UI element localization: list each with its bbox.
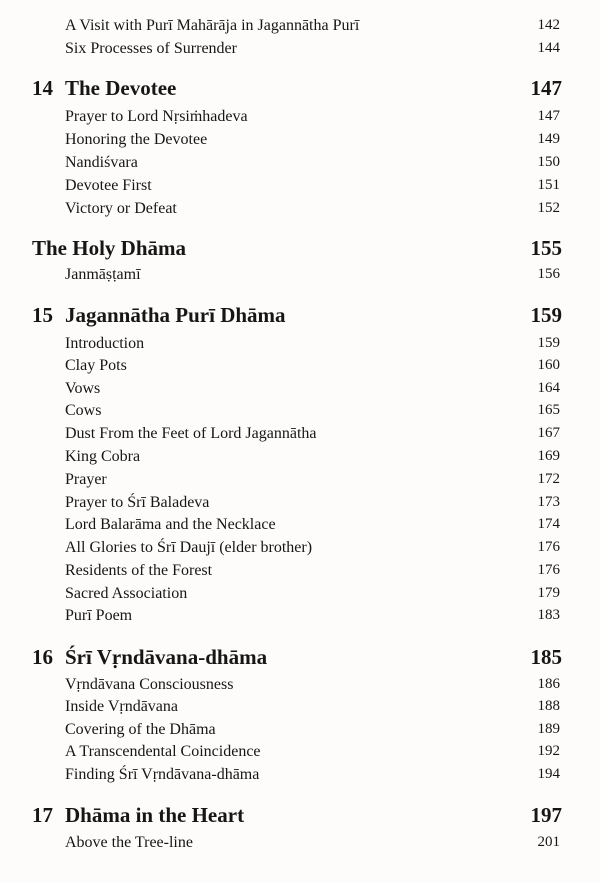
entry-page: 165: [537, 402, 560, 418]
entry-page: 174: [537, 516, 560, 532]
entry-page: 152: [537, 200, 560, 216]
entry-page: 186: [537, 676, 560, 692]
entry-page: 176: [537, 539, 560, 555]
entry-page: 144: [537, 40, 560, 56]
part-page: 155: [530, 236, 562, 260]
entry-title: Vṛndāvana Consciousness: [65, 676, 234, 693]
chapter-page: 147: [530, 76, 562, 100]
chapter-page: 185: [530, 645, 562, 669]
entry-page: 194: [537, 766, 560, 782]
entry-page: 176: [537, 562, 560, 578]
chapter-title: The Devotee: [65, 76, 177, 100]
entry-page: 159: [537, 335, 560, 351]
entry-title: A Visit with Purī Mahārāja in Jagannātha Purī: [65, 17, 360, 34]
entry-page: 179: [537, 585, 560, 601]
entry-title: Sacred Association: [65, 585, 188, 602]
entry-title: Cows: [65, 402, 102, 419]
chapter-page: 159: [530, 303, 562, 327]
entry-page: 149: [537, 131, 560, 147]
entry-page: 169: [537, 448, 560, 464]
entry-title: Janmāṣṭamī: [65, 266, 141, 283]
entry-page: 147: [537, 108, 560, 124]
entry-title: Covering of the Dhāma: [65, 721, 216, 738]
entry-title: Lord Balarāma and the Necklace: [65, 516, 276, 533]
entry-page: 188: [537, 698, 560, 714]
entry-title: All Glories to Śrī Daujī (elder brother): [65, 539, 313, 556]
entry-title: Purī Poem: [65, 607, 133, 624]
entry-page: 201: [537, 834, 560, 850]
entry-page: 192: [537, 743, 560, 759]
entry-title: Vows: [65, 380, 101, 397]
chapter-number: 17: [32, 803, 53, 827]
entry-page: 173: [537, 494, 560, 510]
entry-title: A Transcendental Coincidence: [65, 743, 261, 760]
entry-page: 183: [537, 607, 560, 623]
chapter-page: 197: [530, 803, 562, 827]
entry-title: Nandiśvara: [65, 154, 138, 171]
entry-title: Introduction: [65, 335, 145, 352]
entry-page: 172: [537, 471, 560, 487]
chapter-title: Śrī Vṛndāvana-dhāma: [65, 645, 268, 669]
chapter-number: 16: [32, 645, 53, 669]
chapter-number: 15: [32, 303, 53, 327]
entry-page: 189: [537, 721, 560, 737]
entry-title: Prayer to Lord Nṛsiṁhadeva: [65, 108, 248, 125]
entry-title: Victory or Defeat: [65, 200, 177, 217]
entry-title: King Cobra: [65, 448, 141, 465]
entry-title: Residents of the Forest: [65, 562, 213, 579]
entry-title: Finding Śrī Vṛndāvana-dhāma: [65, 766, 260, 783]
chapter-title: Dhāma in the Heart: [65, 803, 245, 827]
entry-title: Honoring the Devotee: [65, 131, 208, 148]
entry-title: Prayer: [65, 471, 107, 488]
entry-title: Above the Tree-line: [65, 834, 193, 851]
part-title: The Holy Dhāma: [32, 236, 187, 260]
entry-title: Six Processes of Surrender: [65, 40, 237, 57]
entry-title: Dust From the Feet of Lord Jagannātha: [65, 425, 317, 442]
entry-title: Inside Vṛndāvana: [65, 698, 178, 715]
chapter-title: Jagannātha Purī Dhāma: [65, 303, 286, 327]
entry-page: 142: [537, 17, 560, 33]
entry-page: 164: [537, 380, 560, 396]
chapter-number: 14: [32, 76, 53, 100]
entry-page: 160: [537, 357, 560, 373]
entry-title: Devotee First: [65, 177, 152, 194]
entry-page: 151: [537, 177, 560, 193]
entry-page: 150: [537, 154, 560, 170]
entry-title: Clay Pots: [65, 357, 127, 374]
entry-title: Prayer to Śrī Baladeva: [65, 494, 210, 511]
entry-page: 167: [537, 425, 560, 441]
entry-page: 156: [537, 266, 560, 282]
